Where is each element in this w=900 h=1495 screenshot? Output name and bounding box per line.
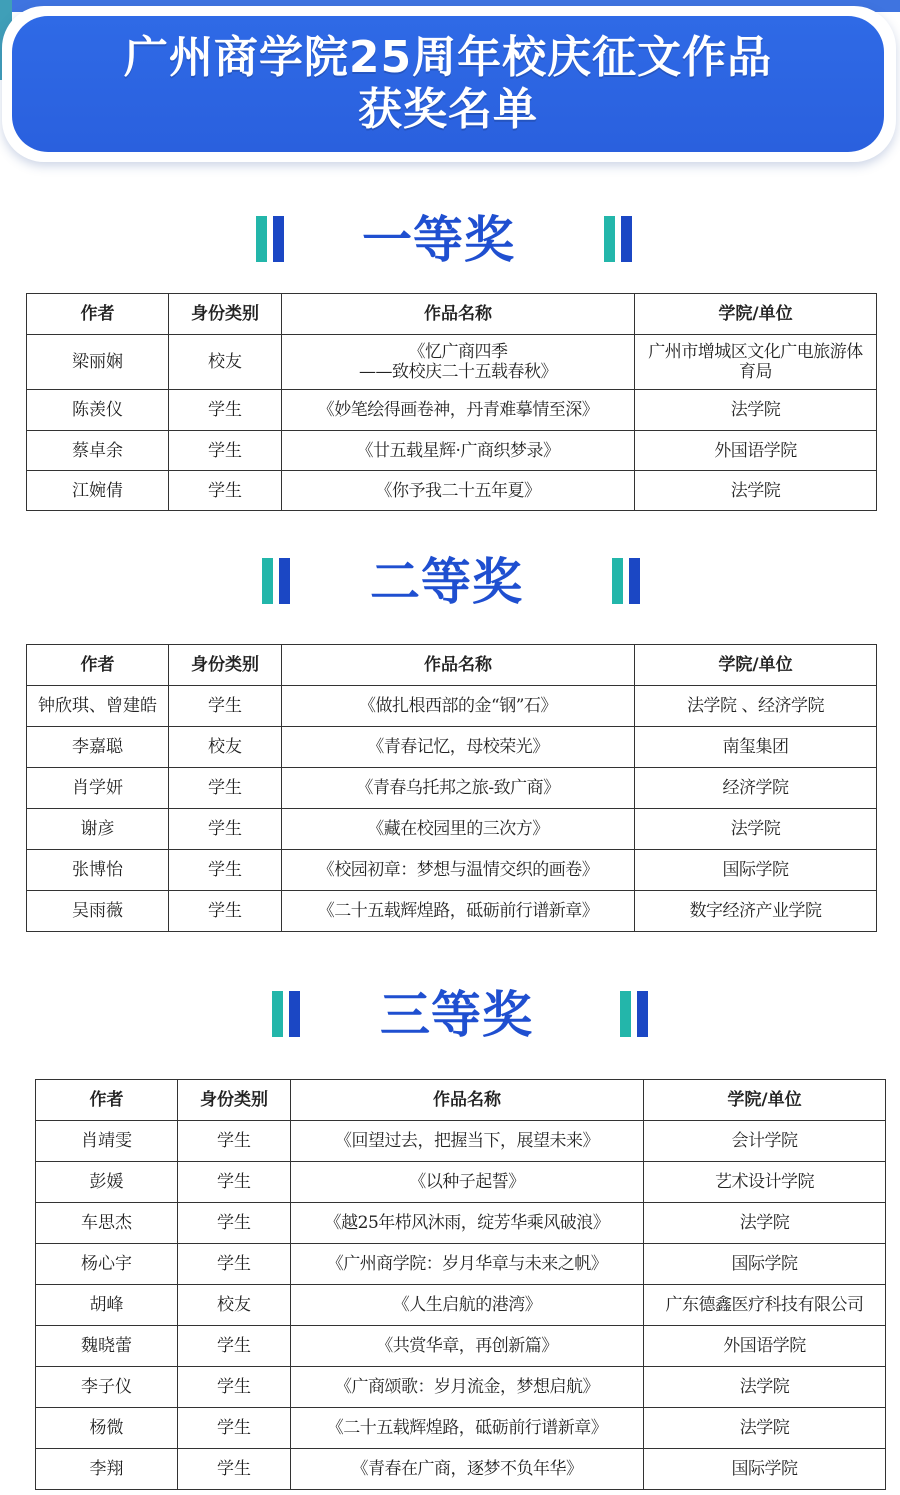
work-title-line: 《藏在校园里的三次方》: [367, 819, 549, 839]
work-title-cell: [291, 1162, 644, 1203]
work-title-cell: [282, 431, 635, 471]
work-title-cell: [291, 1326, 644, 1367]
unit-line: 数字经济产业学院: [689, 901, 822, 921]
unit-line: 法学院: [730, 819, 781, 839]
col-header-identity: 身份类别: [169, 645, 282, 686]
identity-cell: 学生: [178, 1367, 291, 1408]
work-title-cell: [282, 471, 635, 511]
table-row: [36, 1203, 886, 1244]
unit-cell: [635, 471, 877, 511]
author-cell: 魏晓蕾: [36, 1326, 178, 1367]
identity-cell: 校友: [178, 1285, 291, 1326]
work-title-line: 《校园初章：梦想与温情交织的画卷》: [317, 860, 599, 880]
unit-cell: [644, 1285, 886, 1326]
unit-line: 经济学院: [722, 778, 789, 798]
unit-line: 育局: [739, 362, 772, 382]
col-header-identity: 身份类别: [178, 1080, 291, 1121]
unit-line: 外国语学院: [723, 1336, 806, 1356]
author-cell: 肖学妍: [27, 768, 169, 809]
unit-line: 国际学院: [731, 1459, 798, 1479]
work-title-line: 《妙笔绘得画卷神，丹青难摹情至深》: [317, 400, 599, 420]
work-title-cell: [282, 727, 635, 768]
first-prize-table: [26, 293, 877, 511]
identity-cell: 学生: [178, 1162, 291, 1203]
identity-cell: 学生: [169, 768, 282, 809]
title-bars-right: [620, 991, 654, 1037]
author-cell: 钟欣琪、曾建皓: [27, 686, 169, 727]
title-bars-right: [604, 216, 638, 262]
table-header-row: [36, 1080, 886, 1121]
author-cell: 张博怡: [27, 850, 169, 891]
work-title-cell: [291, 1244, 644, 1285]
col-header-author: 作者: [27, 645, 169, 686]
section-title-text: 一等奖: [362, 211, 515, 269]
unit-cell: [635, 891, 877, 932]
work-title-cell: [291, 1449, 644, 1490]
table-row: [27, 471, 877, 511]
work-title-cell: [282, 809, 635, 850]
table-row: [36, 1326, 886, 1367]
second-prize-table: [26, 644, 877, 932]
unit-cell: [644, 1449, 886, 1490]
unit-cell: [635, 850, 877, 891]
table-row: [27, 686, 877, 727]
unit-cell: [644, 1121, 886, 1162]
work-title-cell: [282, 335, 635, 390]
table-row: [36, 1449, 886, 1490]
work-title-cell: [291, 1367, 644, 1408]
col-header-unit: 学院/单位: [644, 1080, 886, 1121]
work-title-line: 《二十五载辉煌路，砥砺前行谱新章》: [317, 901, 599, 921]
work-title-line: 《你予我二十五年夏》: [375, 480, 541, 501]
identity-cell: 学生: [178, 1203, 291, 1244]
author-cell: 肖靖雯: [36, 1121, 178, 1162]
identity-cell: 学生: [169, 390, 282, 431]
table-row: [27, 768, 877, 809]
work-title-line: 《人生启航的港湾》: [392, 1295, 542, 1315]
author-cell: 车思杰: [36, 1203, 178, 1244]
author-cell: 杨心宇: [36, 1244, 178, 1285]
work-title-cell: [282, 686, 635, 727]
unit-line: 广东德鑫医疗科技有限公司: [665, 1295, 864, 1315]
work-title-cell: [282, 390, 635, 431]
identity-cell: 学生: [178, 1121, 291, 1162]
table-row: [27, 809, 877, 850]
table-row: [36, 1367, 886, 1408]
unit-line: 国际学院: [722, 860, 789, 880]
col-header-work: 作品名称: [282, 294, 635, 335]
col-header-identity: 身份类别: [169, 294, 282, 335]
unit-cell: [635, 431, 877, 471]
title-bars-left: [256, 216, 290, 262]
table-row: [36, 1121, 886, 1162]
work-title-line: 《廿五载星辉·广商织梦录》: [356, 440, 560, 461]
work-title-line: 《广商颂歌：岁月流金，梦想启航》: [335, 1377, 599, 1397]
work-title-line: 《青春在广商，逐梦不负年华》: [351, 1459, 583, 1479]
unit-line: 法学院 、经济学院: [687, 696, 824, 716]
identity-cell: 学生: [169, 431, 282, 471]
work-title-line: 《青春乌托邦之旅-致广商》: [356, 778, 560, 798]
unit-cell: [635, 727, 877, 768]
identity-cell: 学生: [178, 1326, 291, 1367]
col-header-author: 作者: [36, 1080, 178, 1121]
work-title-cell: [291, 1121, 644, 1162]
unit-line: 国际学院: [731, 1254, 798, 1274]
table-row: [36, 1162, 886, 1203]
identity-cell: 学生: [169, 850, 282, 891]
col-header-work: 作品名称: [282, 645, 635, 686]
unit-line: 会计学院: [731, 1131, 798, 1151]
third-prize-table: [35, 1079, 886, 1490]
section-title-third-prize: [0, 985, 900, 1045]
table-header-row: [27, 645, 877, 686]
work-title-cell: [291, 1408, 644, 1449]
author-cell: 彭媛: [36, 1162, 178, 1203]
work-title-cell: [282, 850, 635, 891]
unit-cell: [635, 335, 877, 390]
section-title-text: 二等奖: [370, 553, 523, 611]
author-cell: 李翔: [36, 1449, 178, 1490]
work-title-line: 《二十五载辉煌路，砥砺前行谱新章》: [326, 1418, 608, 1438]
author-cell: 李嘉聪: [27, 727, 169, 768]
table-row: [27, 850, 877, 891]
unit-line: 法学院: [739, 1213, 790, 1233]
identity-cell: 学生: [169, 686, 282, 727]
author-cell: 胡峰: [36, 1285, 178, 1326]
section-title-first-prize: [0, 210, 900, 270]
work-title-line: ——致校庆二十五载春秋》: [359, 362, 557, 382]
work-title-cell: [291, 1285, 644, 1326]
author-cell: 李子仪: [36, 1367, 178, 1408]
unit-line: 艺术设计学院: [715, 1172, 814, 1192]
work-title-line: 《忆广商四季: [408, 342, 508, 362]
unit-line: 南玺集团: [722, 737, 789, 757]
identity-cell: 校友: [169, 335, 282, 390]
page-title-line-1: 广州商学院25周年校庆征文作品: [123, 32, 773, 83]
header-banner: [12, 16, 884, 152]
unit-line: 法学院: [730, 400, 781, 420]
unit-cell: [644, 1326, 886, 1367]
author-cell: 陈羡仪: [27, 390, 169, 431]
unit-cell: [635, 686, 877, 727]
col-header-unit: 学院/单位: [635, 645, 877, 686]
unit-line: 法学院: [739, 1377, 790, 1397]
unit-cell: [644, 1162, 886, 1203]
identity-cell: 校友: [169, 727, 282, 768]
unit-line: 法学院: [730, 480, 781, 501]
work-title-line: 《越25年栉风沐雨，绽芳华乘风破浪》: [324, 1213, 610, 1233]
table-row: [27, 390, 877, 431]
page-title-line-2: 获奖名单: [358, 84, 538, 135]
table-row: [27, 335, 877, 390]
work-title-cell: [282, 891, 635, 932]
section-title-text: 三等奖: [380, 986, 533, 1044]
identity-cell: 学生: [178, 1449, 291, 1490]
section-title-second-prize: [0, 552, 900, 612]
unit-cell: [635, 768, 877, 809]
col-header-author: 作者: [27, 294, 169, 335]
unit-line: 法学院: [739, 1418, 790, 1438]
work-title-cell: [291, 1203, 644, 1244]
table-header-row: [27, 294, 877, 335]
unit-cell: [644, 1408, 886, 1449]
unit-cell: [635, 390, 877, 431]
work-title-line: 《做扎根西部的金“钢”石》: [359, 696, 557, 716]
author-cell: 江婉倩: [27, 471, 169, 511]
title-bars-right: [612, 558, 646, 604]
unit-cell: [644, 1244, 886, 1285]
author-cell: 蔡卓余: [27, 431, 169, 471]
col-header-unit: 学院/单位: [635, 294, 877, 335]
table-row: [27, 727, 877, 768]
work-title-line: 《回望过去，把握当下，展望未来》: [335, 1131, 599, 1151]
identity-cell: 学生: [169, 891, 282, 932]
unit-cell: [644, 1367, 886, 1408]
work-title-cell: [282, 768, 635, 809]
table-row: [36, 1408, 886, 1449]
author-cell: 杨微: [36, 1408, 178, 1449]
title-bars-left: [262, 558, 296, 604]
unit-cell: [635, 809, 877, 850]
identity-cell: 学生: [178, 1244, 291, 1285]
author-cell: 谢彦: [27, 809, 169, 850]
author-cell: 梁丽娴: [27, 335, 169, 390]
table-row: [27, 431, 877, 471]
unit-cell: [644, 1203, 886, 1244]
table-row: [36, 1244, 886, 1285]
identity-cell: 学生: [169, 809, 282, 850]
work-title-line: 《共赏华章，再创新篇》: [376, 1336, 558, 1356]
table-row: [27, 891, 877, 932]
unit-line: 广州市增城区文化广电旅游体: [648, 342, 863, 362]
identity-cell: 学生: [169, 471, 282, 511]
work-title-line: 《广州商学院：岁月华章与未来之帆》: [326, 1254, 608, 1274]
unit-line: 外国语学院: [714, 440, 797, 461]
author-cell: 吴雨薇: [27, 891, 169, 932]
title-bars-left: [272, 991, 306, 1037]
table-row: [36, 1285, 886, 1326]
work-title-line: 《以种子起誓》: [409, 1172, 525, 1192]
identity-cell: 学生: [178, 1408, 291, 1449]
col-header-work: 作品名称: [291, 1080, 644, 1121]
work-title-line: 《青春记忆，母校荣光》: [367, 737, 549, 757]
